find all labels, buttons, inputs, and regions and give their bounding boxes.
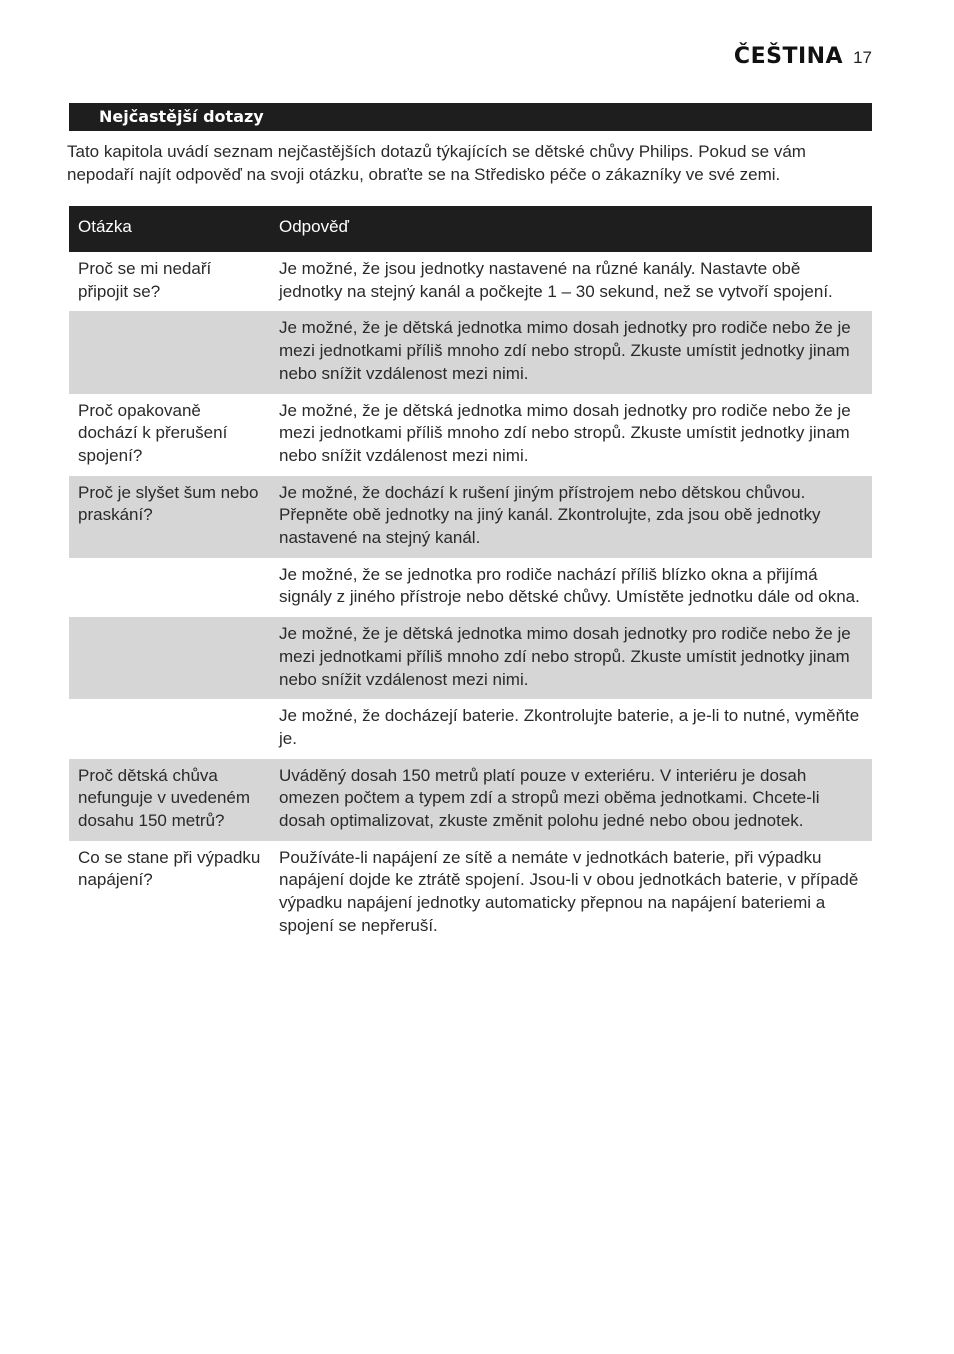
answer-cell: Je možné, že jsou jednotky nastavené na různé kanály. Nastavte obě jednotky na stejný kanál a počkejte 1 – 30 sekund, než se vytvoří spojení. [279, 259, 833, 301]
question-cell [69, 558, 270, 617]
answer-cell: Používáte-li napájení ze sítě a nemáte v jednotkách baterie, při výpadku napájení dojde ke ztrátě spojení. Jsou-li v obou jednotkách baterie, v případě výpadku napájení jednotky automaticky přepnou na napájení bateriemi a spojení se nepřeruší. [279, 847, 859, 935]
intro-paragraph: Tato kapitola uvádí seznam nejčastějších dotazů týkajících se dětské chůvy Philips. Pokud se vám nepodaří najít odpověď na svoji otázku, obraťte se na Středisko péče o zákazníky ve své zemi. [67, 142, 806, 184]
table-row [69, 558, 872, 617]
answer-cell: Je možné, že je dětská jednotka mimo dosah jednotky pro rodiče nebo že je mezi jednotkami příliš mnoho zdí nebo stropů. Zkuste umístit jednotky jinam nebo snížit vzdálenost mezi nimi. [270, 311, 872, 393]
question-cell [69, 617, 270, 699]
column-header-answer: Odpověď [270, 206, 872, 252]
question-cell: Proč se mi nedaří připojit se? [78, 259, 212, 301]
answer-cell: Je možné, že se jednotka pro rodiče nachází příliš blízko okna a přijímá signály z jiného přístroje nebo dětské chůvy. Umístěte jednotku dále od okna. [279, 564, 860, 607]
question-cell [69, 699, 270, 758]
answer-cell: Je možné, že je dětská jednotka mimo dosah jednotky pro rodiče nebo že je mezi jednotkami příliš mnoho zdí nebo stropů. Zkuste umístit jednotky jinam nebo snížit vzdálenost mezi nimi. [279, 400, 851, 465]
faq-table-header [69, 206, 872, 252]
question-cell: Co se stane při výpadku napájení? [78, 847, 261, 890]
language-label: ČEŠTINA [733, 44, 844, 69]
answer-cell: Je možné, že docházejí baterie. Zkontrolujte baterie, a je-li to nutné, vyměňte je. [279, 706, 860, 748]
question-cell: Proč dětská chůva nefunguje v uvedeném dosahu 150 metrů? [69, 759, 270, 841]
section-heading-bar [69, 103, 872, 131]
answer-cell: Uváděný dosah 150 metrů platí pouze v exteriéru. V interiéru je dosah omezen počtem a typem zdí a stropů mezi oběma jednotkami. Chcete-li dosah optimalizovat, zkuste změnit polohu jedné nebo obou jednotek. [270, 759, 872, 841]
table-row [69, 476, 872, 558]
column-header-question: Otázka [69, 206, 270, 252]
faq-table [69, 206, 872, 946]
table-row [69, 759, 872, 841]
question-cell: Proč je slyšet šum nebo praskání? [69, 476, 270, 558]
answer-cell: Je možné, že je dětská jednotka mimo dosah jednotky pro rodiče nebo že je mezi jednotkami příliš mnoho zdí nebo stropů. Zkuste umístit jednotky jinam nebo snížit vzdálenost mezi nimi. [270, 617, 872, 699]
question-cell: Proč opakovaně dochází k přerušení spojení? [78, 400, 228, 465]
answer-cell: Je možné, že dochází k rušení jiným přístrojem nebo dětskou chůvou. Přepněte obě jednotky na jiný kanál. Zkontrolujte, zda jsou obě jednotky nastavené na stejný kanál. [270, 476, 872, 558]
table-row [69, 252, 872, 311]
page-number: 17 [853, 48, 872, 67]
section-title: Nejčastější dotazy [99, 107, 264, 126]
table-row [69, 617, 872, 699]
page-header [734, 44, 872, 69]
question-cell [69, 311, 270, 393]
table-row [69, 699, 872, 758]
table-row [69, 841, 872, 946]
table-row [69, 311, 872, 393]
table-row [69, 394, 872, 476]
